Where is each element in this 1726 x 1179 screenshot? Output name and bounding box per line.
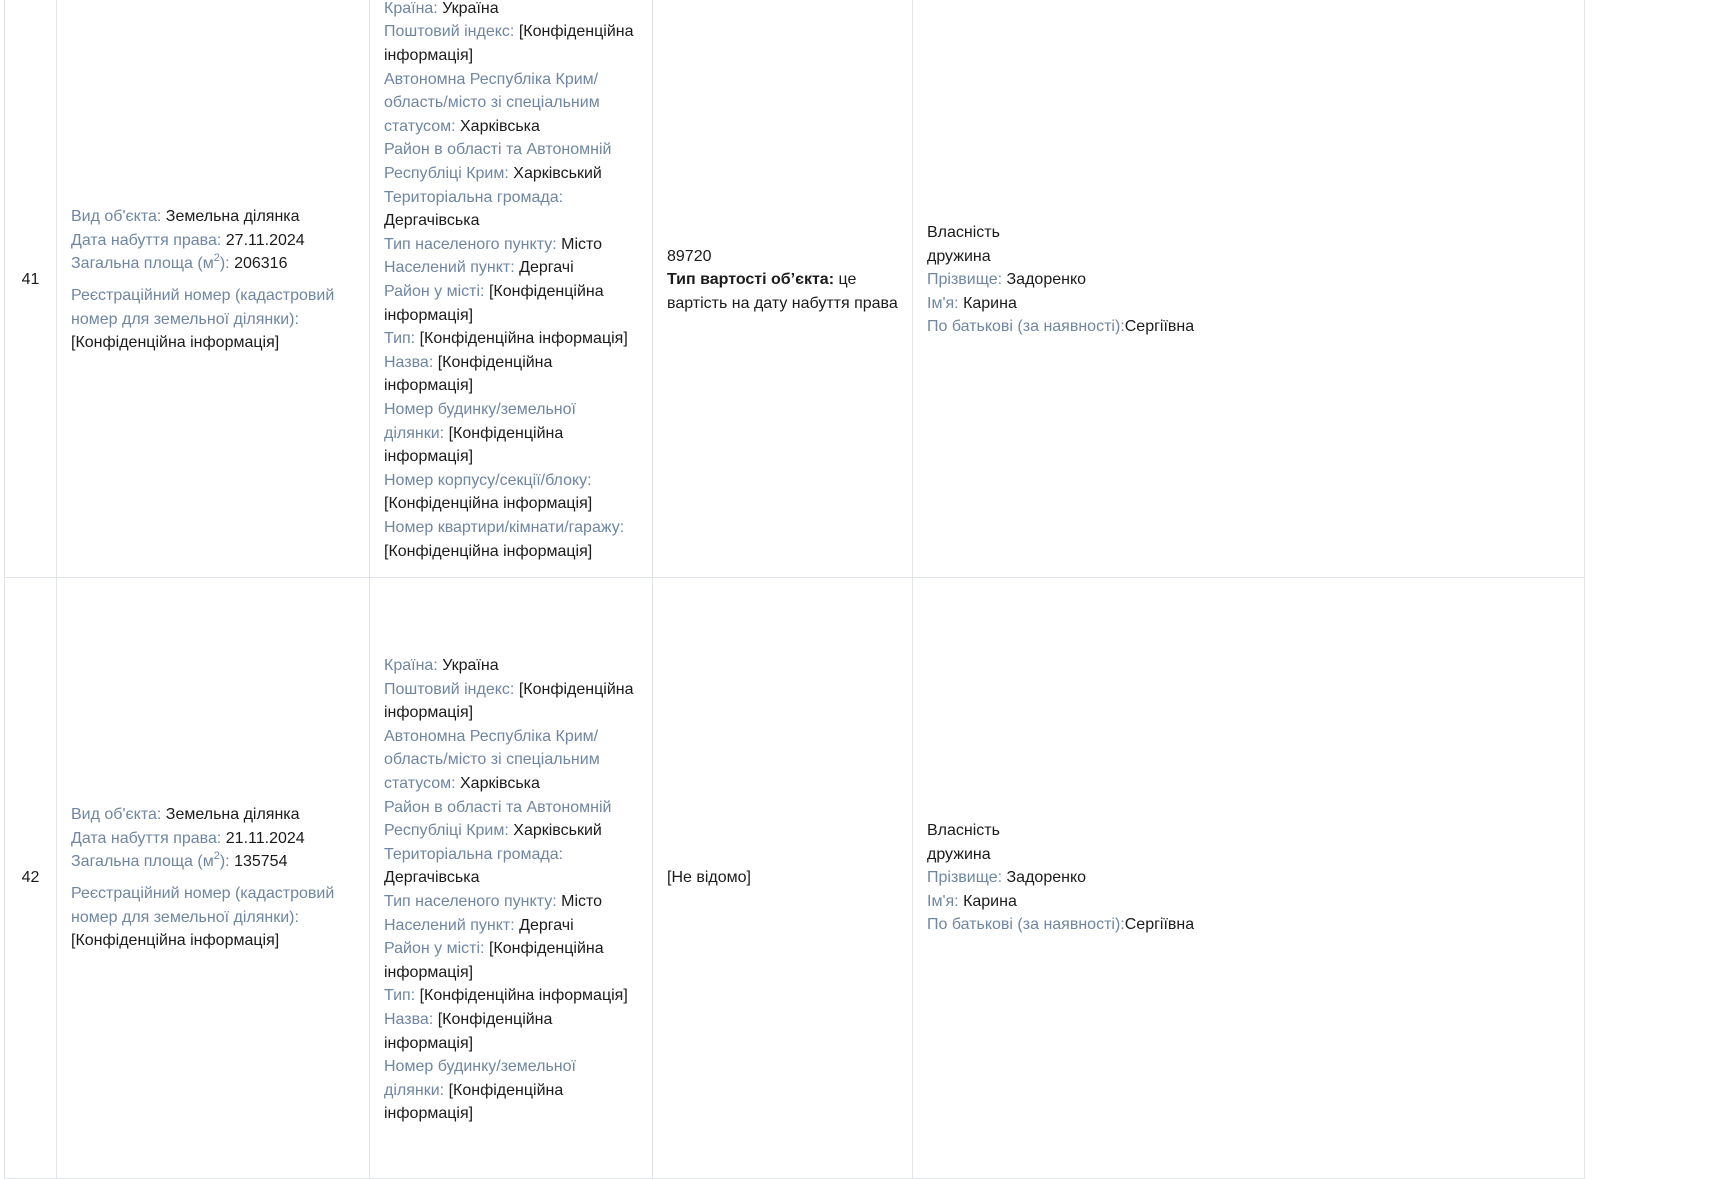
address-value: [Конфіденційна інформація]	[419, 330, 628, 348]
address-label: Район в області та Автономній Республіці Крим:	[384, 141, 612, 183]
address-value: Харківський	[513, 822, 602, 840]
address-value: [Конфіденційна інформація]	[384, 23, 634, 65]
owner-cell	[913, 0, 1585, 578]
address-value: Дергачівська	[384, 212, 480, 230]
address-label: Територіальна громада:	[384, 188, 564, 206]
address-label: Автономна Республіка Крим/ область/місто зі спеціальним статусом:	[384, 727, 600, 793]
address-value: [Конфіденційна інформація]	[384, 542, 593, 560]
row-number-value: 42	[21, 869, 40, 887]
real-estate-table	[4, 0, 1585, 1179]
acquisition-date-value: 27.11.2024	[225, 231, 305, 249]
address-value: Україна	[442, 657, 499, 675]
address-value: Україна	[442, 0, 499, 17]
address-value: Місто	[561, 235, 603, 253]
cost-cell	[653, 578, 913, 1179]
address-cell	[370, 578, 653, 1179]
patronymic-value: Сергіївна	[1124, 916, 1195, 934]
address-label: Населений пункт:	[384, 916, 515, 934]
row-number	[5, 578, 57, 1179]
address-label: Територіальна громада:	[384, 845, 564, 863]
registration-number-label: Реєстраційний номер (кадастровий номер для земельної ділянки):	[71, 287, 335, 328]
object-type-label: Вид об'єкта:	[71, 806, 162, 824]
address-value: [Конфіденційна інформація]	[384, 680, 634, 722]
surname-label: Прізвище:	[927, 271, 1003, 289]
address-label: Район в області та Автономній Республіці Крим:	[384, 798, 612, 840]
acquisition-date-value: 21.11.2024	[225, 829, 305, 847]
cost-amount: 89720	[667, 247, 712, 265]
address-label: Населений пункт:	[384, 259, 515, 277]
address-label: Номер квартири/кімнати/гаражу:	[384, 518, 625, 536]
address-value: Дергачі	[519, 259, 574, 277]
address-label: Номер будинку/земельної ділянки:	[384, 1058, 576, 1099]
owner-relation: дружина	[927, 247, 991, 265]
first-name-value: Карина	[963, 294, 1017, 312]
object-type-label: Вид об'єкта:	[71, 208, 162, 226]
address-label: Країна:	[384, 657, 438, 675]
surname-label: Прізвище:	[927, 869, 1003, 887]
ownership-type: Власність	[927, 822, 1000, 840]
cost-amount: [Не відомо]	[667, 869, 751, 887]
patronymic-label: По батькові (за наявності):	[927, 916, 1125, 934]
area-label: Загальна площа $(м^2)$:	[71, 252, 230, 273]
table-row	[5, 0, 1585, 578]
address-label: Поштовий індекс:	[384, 680, 515, 698]
registration-number-label: Реєстраційний номер (кадастровий номер для земельної ділянки):	[71, 885, 335, 926]
owner-relation: дружина	[927, 845, 991, 863]
address-label: Тип:	[384, 987, 416, 1005]
address-value: [Конфіденційна інформація]	[384, 424, 564, 466]
address-value: [Конфіденційна інформація]	[384, 1081, 564, 1123]
address-label: Район у місті:	[384, 940, 485, 958]
address-value: [Конфіденційна інформація]	[384, 353, 553, 395]
address-value: Харківська	[460, 775, 540, 793]
row-number	[5, 0, 57, 578]
address-label: Поштовий індекс:	[384, 23, 515, 41]
address-label: Назва:	[384, 1010, 434, 1028]
first-name-label: Ім'я:	[927, 294, 959, 312]
address-cell	[370, 0, 653, 578]
table-row	[5, 578, 1585, 1179]
surname-value: Задоренко	[1006, 869, 1087, 887]
area-value: 206316	[234, 255, 288, 273]
first-name-value: Карина	[963, 892, 1017, 910]
row-number-value: 41	[21, 271, 40, 289]
address-label: Район у місті:	[384, 283, 485, 300]
address-label: Тип населеного пункту:	[384, 235, 557, 253]
owner-cell	[913, 578, 1585, 1179]
address-value: Харківський	[513, 165, 602, 183]
object-cell	[57, 0, 370, 578]
address-label: Автономна Республіка Крим/ область/місто зі спеціальним статусом:	[384, 70, 600, 135]
surname-value: Задоренко	[1006, 271, 1087, 289]
address-label: Номер будинку/земельної ділянки:	[384, 400, 576, 442]
acquisition-date-label: Дата набуття права:	[71, 829, 222, 847]
address-label: Назва:	[384, 353, 434, 371]
address-value: [Конфіденційна інформація]	[419, 987, 628, 1005]
address-value: [Конфіденційна інформація]	[384, 495, 593, 513]
ownership-type: Власність	[927, 224, 1000, 242]
object-cell	[57, 578, 370, 1179]
cost-type-value: це вартість на дату набуття права	[667, 271, 898, 312]
address-value: Дергачівська	[384, 869, 480, 887]
area-value: 135754	[234, 853, 288, 871]
patronymic-label: По батькові (за наявності):	[927, 318, 1125, 336]
address-label: Тип населеного пункту:	[384, 893, 557, 910]
patronymic-value: Сергіївна	[1124, 318, 1195, 336]
acquisition-date-label: Дата набуття права:	[71, 231, 222, 249]
cost-type-label: Тип вартості об’єкта:	[667, 271, 835, 289]
area-label: Загальна площа $(м^2)$:	[71, 850, 230, 871]
address-label: Тип:	[384, 330, 416, 348]
address-value: [Конфіденційна інформація]	[384, 283, 604, 324]
registration-number-value: [Конфіденційна інформація]	[71, 932, 280, 950]
object-type-value: Земельна ділянка	[165, 208, 300, 226]
address-label: Країна:	[384, 0, 438, 17]
object-type-value: Земельна ділянка	[165, 806, 300, 824]
first-name-label: Ім'я:	[927, 892, 959, 910]
address-value: Дергачі	[519, 916, 574, 934]
cost-cell	[653, 0, 913, 578]
address-value: [Конфіденційна інформація]	[384, 940, 604, 981]
registration-number-value: [Конфіденційна інформація]	[71, 334, 280, 352]
address-value: Місто	[561, 893, 603, 910]
address-value: Харківська	[460, 117, 540, 135]
address-value: [Конфіденційна інформація]	[384, 1010, 553, 1052]
address-label: Номер корпусу/секції/блоку:	[384, 471, 592, 489]
